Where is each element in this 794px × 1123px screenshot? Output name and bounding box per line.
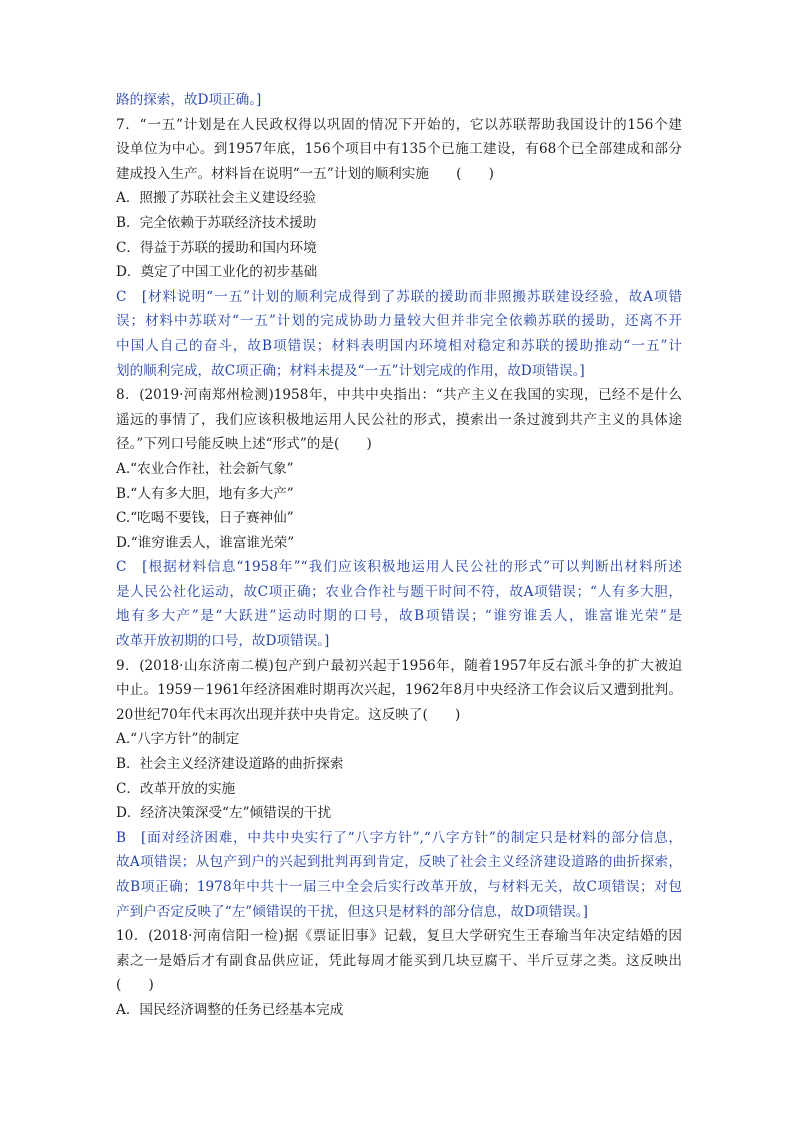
question-text-line: 20世纪70年代末再次出现并获中央肯定。这反映了( ): [116, 706, 461, 723]
answer-explanation-line: C [根据材料信息“1958年”“我们应该积极地运用人民公社的形式”可以判断出材料所述: [116, 559, 682, 576]
question-text-line: 素之一是婚后才有副食品供应证，凭此每周才能买到几块豆腐干、半斤豆芽之类。这反映出: [116, 952, 682, 969]
question-text-line: A．照搬了苏联社会主义建设经验: [116, 190, 317, 207]
question-text-line: B.“人有多大胆，地有多大产”: [116, 485, 294, 502]
question-text-line: B．社会主义经济建设道路的曲折探索: [116, 756, 344, 773]
question-text-line: 中止。1959－1961年经济困难时期再次兴起，1962年8月中央经济工作会议后又遭到批判。: [116, 682, 682, 699]
question-text-line: 8．(2019·河南郑州检测)1958年，中共中央指出：“共产主义在我国的实现，已经不是什么: [116, 387, 682, 404]
question-text-line: 7．“一五”计划是在人民政权得以巩固的情况下开始的，它以苏联帮助我国设计的156个建: [116, 116, 682, 133]
answer-explanation-line: 误；材料中苏联对“一五”计划的完成协助力量较大但并非完全依赖苏联的援助，还离不开: [116, 313, 682, 330]
question-text-line: 10．(2018·河南信阳一检)据《票证旧事》记载，复旦大学研究生王春瑜当年决定结婚的因: [116, 928, 682, 945]
answer-explanation-line: 地有多大产”是“大跃进”运动时期的口号，故B项错误；“谁穷谁丢人，谁富谁光荣”是: [116, 608, 682, 625]
answer-explanation-line: 故A项错误；从包产到户的兴起到批判再到肯定，反映了社会主义经济建设道路的曲折探索，: [116, 854, 682, 871]
answer-explanation-line: 路的探索，故D项正确。]: [116, 92, 262, 108]
question-text-line: B．完全依赖于苏联经济技术援助: [116, 214, 317, 231]
question-text-line: C．得益于苏联的援助和国内环境: [116, 239, 317, 256]
question-text-line: ( ): [116, 977, 154, 994]
answer-explanation-line: 划的顺利完成，故C项正确；材料未提及“一五”计划完成的作用，故D项错误。]: [116, 362, 585, 379]
question-text-line: 径。”下列口号能反映上述“形式”的是( ): [116, 436, 372, 453]
question-text-line: D．经济决策深受“左”倾错误的干扰: [116, 805, 332, 822]
question-text-line: C．改革开放的实施: [116, 780, 236, 797]
answer-explanation-line: 产到户否定反映了“左”倾错误的干扰，但这只是材料的部分信息，故D项错误。]: [116, 903, 588, 920]
question-text-line: 遥远的事情了，我们应该积极地运用人民公社的形式，摸索出一条过渡到共产主义的具体途: [116, 411, 682, 428]
question-text-line: C.“吃喝不要钱，日子赛神仙”: [116, 510, 294, 527]
question-text-line: A.“八字方针”的制定: [116, 731, 240, 748]
answer-explanation-line: C [材料说明“一五”计划的顺利完成得到了苏联的援助而非照搬苏联建设经验，故A项错: [116, 288, 682, 305]
question-text-line: D.“谁穷谁丢人，谁富谁光荣”: [116, 534, 295, 551]
question-text-line: 9．(2018·山东济南二模)包产到户最初兴起于1956年，随着1957年反右派斗争的扩大被迫: [116, 657, 682, 674]
question-text-line: 设单位为中心。到1957年底，156个项目中有135个已施工建设，有68个已全部建成和部分: [116, 141, 682, 158]
question-text-line: 建成投入生产。材料旨在说明“一五”计划的顺利实施 ( ): [116, 165, 494, 182]
question-text-line: D．奠定了中国工业化的初步基础: [116, 264, 318, 281]
question-text-line: A．国民经济调整的任务已经基本完成: [116, 1001, 344, 1018]
answer-explanation-line: 中国人自己的奋斗，故B项错误；材料表明国内环境相对稳定和苏联的援助推动“一五”计: [116, 337, 682, 354]
document-page: [116, 88, 682, 1023]
answer-explanation-line: 故B项正确；1978年中共十一届三中全会后实行改革开放，与材料无关，故C项错误；对包: [116, 879, 682, 895]
answer-explanation-line: 改革开放初期的口号，故D项错误。]: [116, 633, 330, 650]
answer-explanation-line: 是人民公社化运动，故C项正确；农业合作社与题干时间不符，故A项错误；“人有多大胆，: [116, 583, 682, 600]
question-text-line: A.“农业合作社，社会新气象”: [116, 460, 294, 477]
answer-explanation-line: B [面对经济困难，中共中央实行了“八字方针”,“八字方针”的制定只是材料的部分信息，: [116, 829, 682, 846]
